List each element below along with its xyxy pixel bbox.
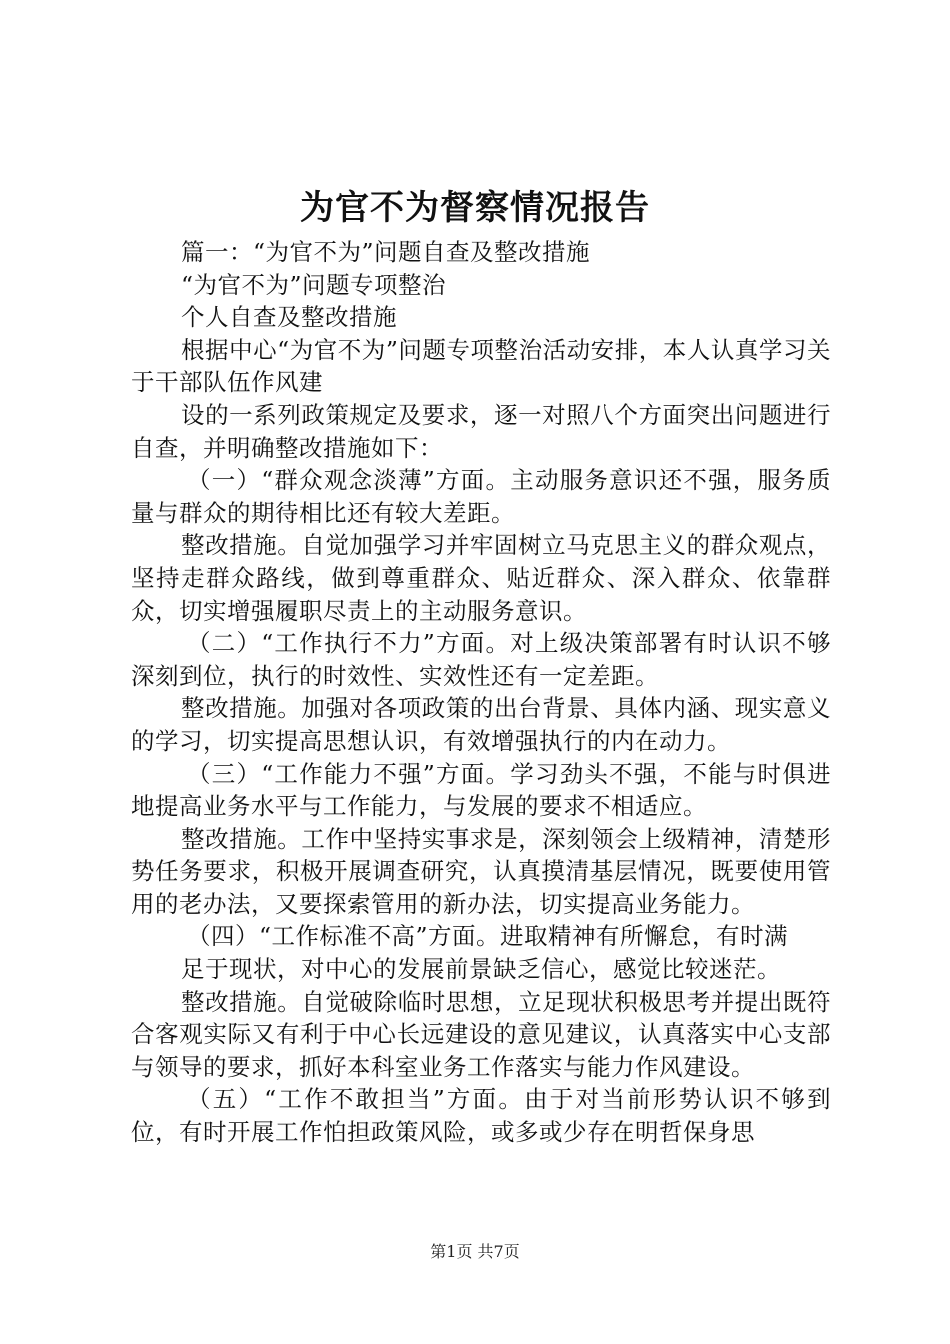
document-title: 为官不为督察情况报告 [300,188,650,228]
document-body [131,236,831,1149]
paragraph-subtitle: “为官不为”问题专项整治 [181,270,447,299]
paragraph-intro-continued: 设的一系列政策规定及要求，逐一对照八个方面突出问题进行自查，并明确整改措施如下： [131,400,831,462]
paragraph-issue-2: （二）“工作执行不力”方面。对上级决策部署有时认识不够深刻到位，执行的时效性、实效性还有一定差距。 [131,629,831,690]
paragraph-issue-4: （四）“工作标准不高”方面。进取精神有所懈怠，有时满 [187,922,789,951]
page-number-footer: 第1页 共7页 [430,1242,520,1261]
paragraph-measure-3: 整改措施。工作中坚持实事求是，深刻领会上级精神，清楚形势任务要求，积极开展调查研究，认真摸清基层情况，既要使用管用的老办法，又要探索管用的新办法，切实提高业务能力。 [131,824,831,918]
paragraph-issue-1: （一）“群众观念淡薄”方面。主动服务意识还不强，服务质量与群众的期待相比还有较大差距。 [131,466,831,527]
paragraph-measure-4: 整改措施。自觉破除临时思想，立足现状积极思考并提出既符合客观实际又有利于中心长远建设的意见建议，认真落实中心支部与领导的要求，抓好本科室业务工作落实与能力作风建设。 [131,987,831,1081]
paragraph-heading-part1: 篇一：“为官不为”问题自查及整改措施 [181,238,591,266]
paragraph-measure-2: 整改措施。加强对各项政策的出台背景、具体内涵、现实意义的学习，切实提高思想认识，有效增强执行的内在动力。 [131,694,831,755]
paragraph-issue-5: （五）“工作不敢担当”方面。由于对当前形势认识不够到位，有时开展工作怕担政策风险，或多或少存在明哲保身思 [131,1085,831,1147]
paragraph-subtitle-2: 个人自查及整改措施 [181,303,397,332]
paragraph-issue-4-continued: 足于现状，对中心的发展前景缺乏信心，感觉比较迷茫。 [181,955,781,984]
paragraph-issue-3: （三）“工作能力不强”方面。学习劲头不强，不能与时俱进地提高业务水平与工作能力，与发展的要求不相适应。 [131,759,831,821]
paragraph-intro: 根据中心“为官不为”问题专项整治活动安排，本人认真学习关于干部队伍作风建 [131,335,831,397]
paragraph-measure-1: 整改措施。自觉加强学习并牢固树立马克思主义的群众观点，坚持走群众路线，做到尊重群众、贴近群众、深入群众、依靠群众，切实增强履职尽责上的主动服务意识。 [131,531,831,625]
